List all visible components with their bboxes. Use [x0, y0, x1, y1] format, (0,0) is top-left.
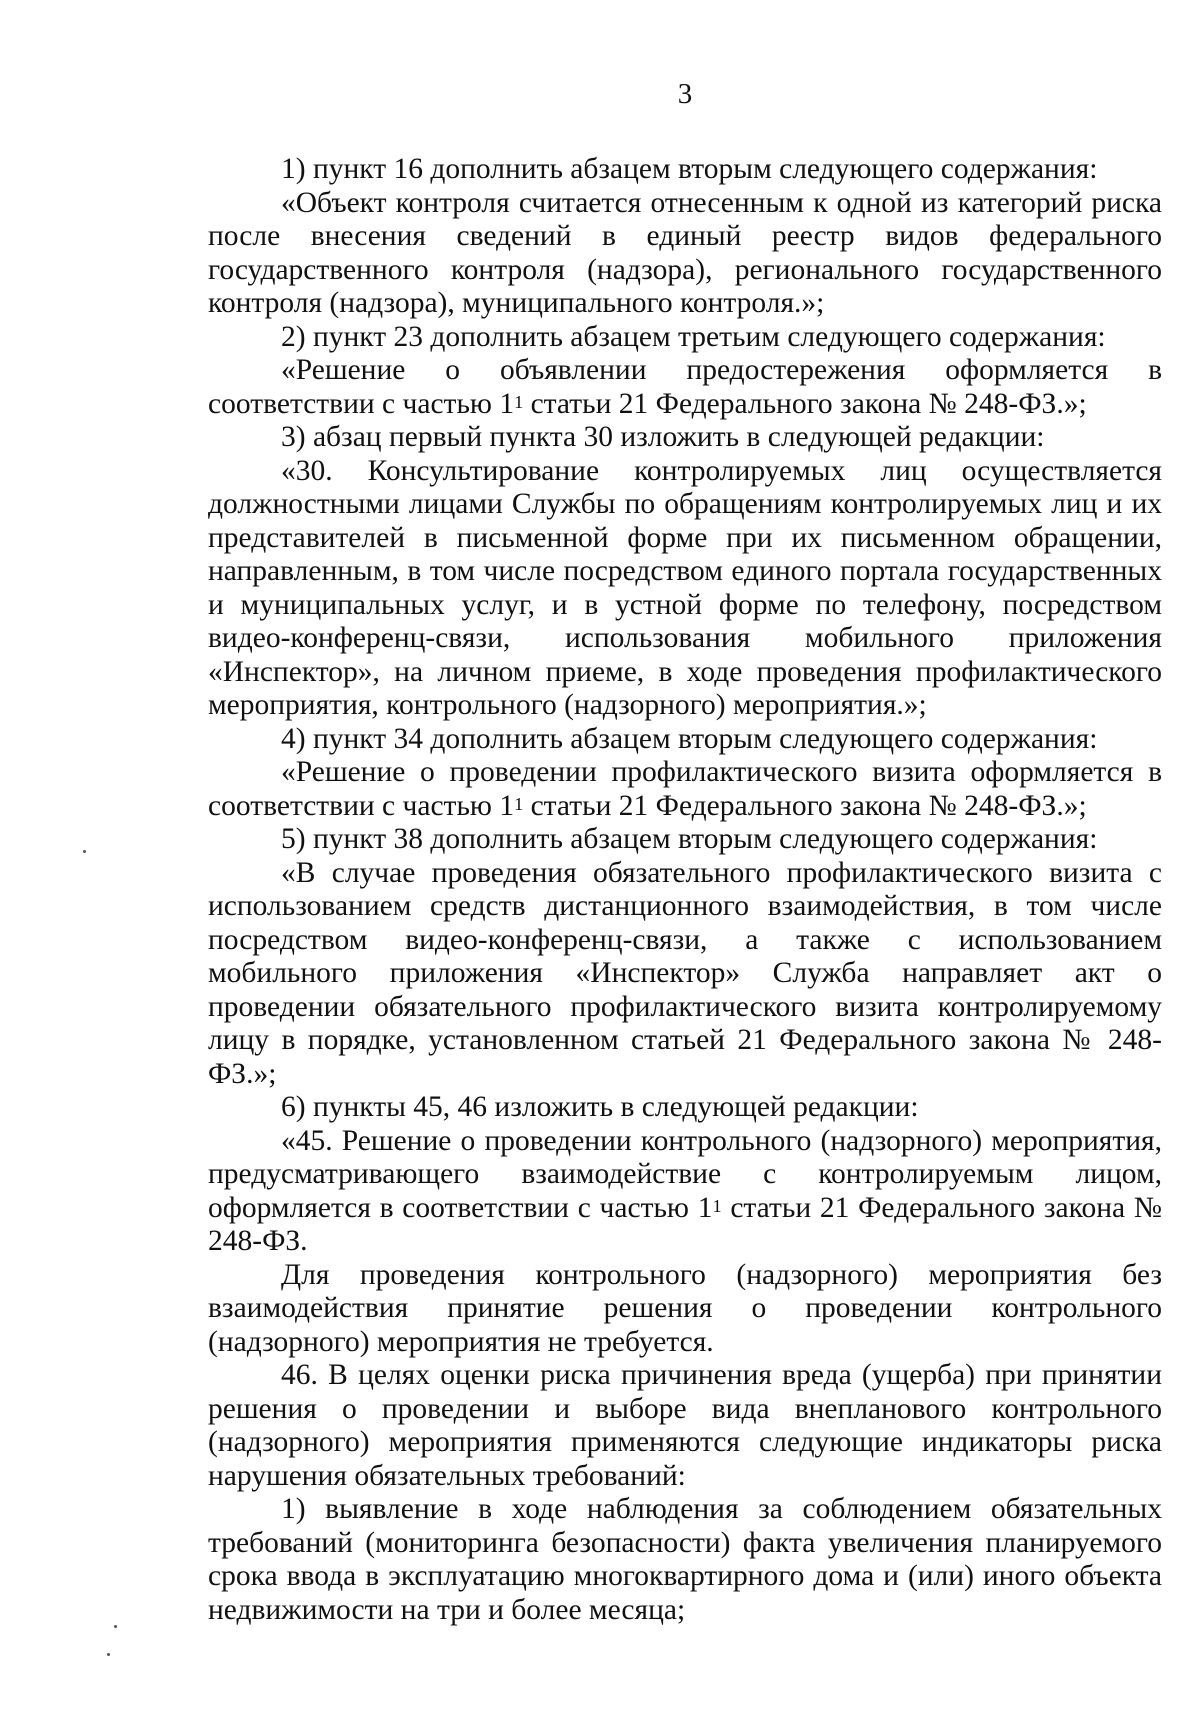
- paragraph-item-5: 5) пункт 38 дополнить абзацем вторым следующего содержания:: [281, 823, 1098, 855]
- paragraph-item-4: 4) пункт 34 дополнить абзацем вторым следующего содержания:: [281, 722, 1098, 755]
- document-body: [208, 153, 1162, 1627]
- page-number: 3: [677, 78, 693, 110]
- paragraph-item-3: 3) абзац первый пункта 30 изложить в следующей редакции:: [281, 421, 1045, 453]
- scan-speck: [107, 1653, 110, 1656]
- paragraph-item-2: 2) пункт 23 дополнить абзацем третьим следующего содержания:: [281, 320, 1106, 353]
- paragraph-quote-preventive-visit: «Решение о проведении профилактического визита оформляется в соответствии с частью $1^1$ статьи 21 Федерального закона № 248-ФЗ.»;: [208, 756, 1162, 822]
- scan-speck: [83, 850, 86, 853]
- paragraph-quote-item-45: «45. Решение о проведении контрольного (надзорного) мероприятия, предусматривающего взаимодействие с контролируемым лицом, оформляется в соответствии с частью $1^1$ статьи 21 Федерального закона № 248-ФЗ.: [208, 1124, 1162, 1257]
- superscript-one: 1: [712, 1195, 722, 1216]
- paragraph-quote-warning-decision: «Решение о объявлении предостережения оформляется в соответствии с частью $1^1$ статьи 21 Федерального закона № 248-ФЗ.»;: [208, 354, 1162, 420]
- paragraph-no-interaction: Для проведения контрольного (надзорного) мероприятия без взаимодействия принятие решения о проведении контрольного (надзорного) мероприятия не требуется.: [208, 1258, 1162, 1358]
- paragraph-quote-risk-category: «Объект контроля считается отнесенным к одной из категорий риска после внесения сведений в единый реестр видов федерального государственного контроля (надзора), регионального государственного контроля (надзора), муниципального контроля.»;: [208, 186, 1162, 319]
- superscript-one: 1: [514, 793, 524, 814]
- paragraph-item-46: 46. В целях оценки риска причинения вреда (ущерба) при принятии решения о проведении и выборе вида внепланового контрольного (надзорного) мероприятия применяются следующие индикаторы риска нарушения обязательных требований:: [208, 1359, 1162, 1492]
- paragraph-quote-consultation: «30. Консультирование контролируемых лиц осуществляется должностными лицами Службы по обращениям контролируемых лиц и их представителей в письменной форме при их письменном обращении, направленным, в том числе посредством единого портала государственных и муниципальных услуг, и в устной форме по телефону, посредством видео-конференц-связи, использования мобильного приложения «Инспектор», на личном приеме, в ходе проведения профилактического мероприятия, контрольного (надзорного) мероприятия.»;: [208, 454, 1162, 721]
- paragraph-risk-indicator-1: 1) выявление в ходе наблюдения за соблюдением обязательных требований (мониторинга безопасности) факта увеличения планируемого срока ввода в эксплуатацию многоквартирного дома и (или) иного объекта недвижимости на три и более месяца;: [208, 1493, 1162, 1626]
- scan-speck: [114, 1625, 117, 1628]
- paragraph-quote-remote-visit: «В случае проведения обязательного профилактического визита с использованием средств дистанционного взаимодействия, в том числе посредством видео-конференц-связи, а также с использованием мобильного приложения «Инспектор» Служба направляет акт о проведении обязательного профилактического визита контролируемому лицу в порядке, установленном статьей 21 Федерального закона № 248-ФЗ.»;: [208, 856, 1162, 1090]
- paragraph-item-6: 6) пункты 45, 46 изложить в следующей редакции:: [281, 1091, 919, 1123]
- paragraph-item-1: 1) пункт 16 дополнить абзацем вторым следующего содержания:: [281, 153, 1098, 185]
- superscript-one: 1: [514, 391, 524, 412]
